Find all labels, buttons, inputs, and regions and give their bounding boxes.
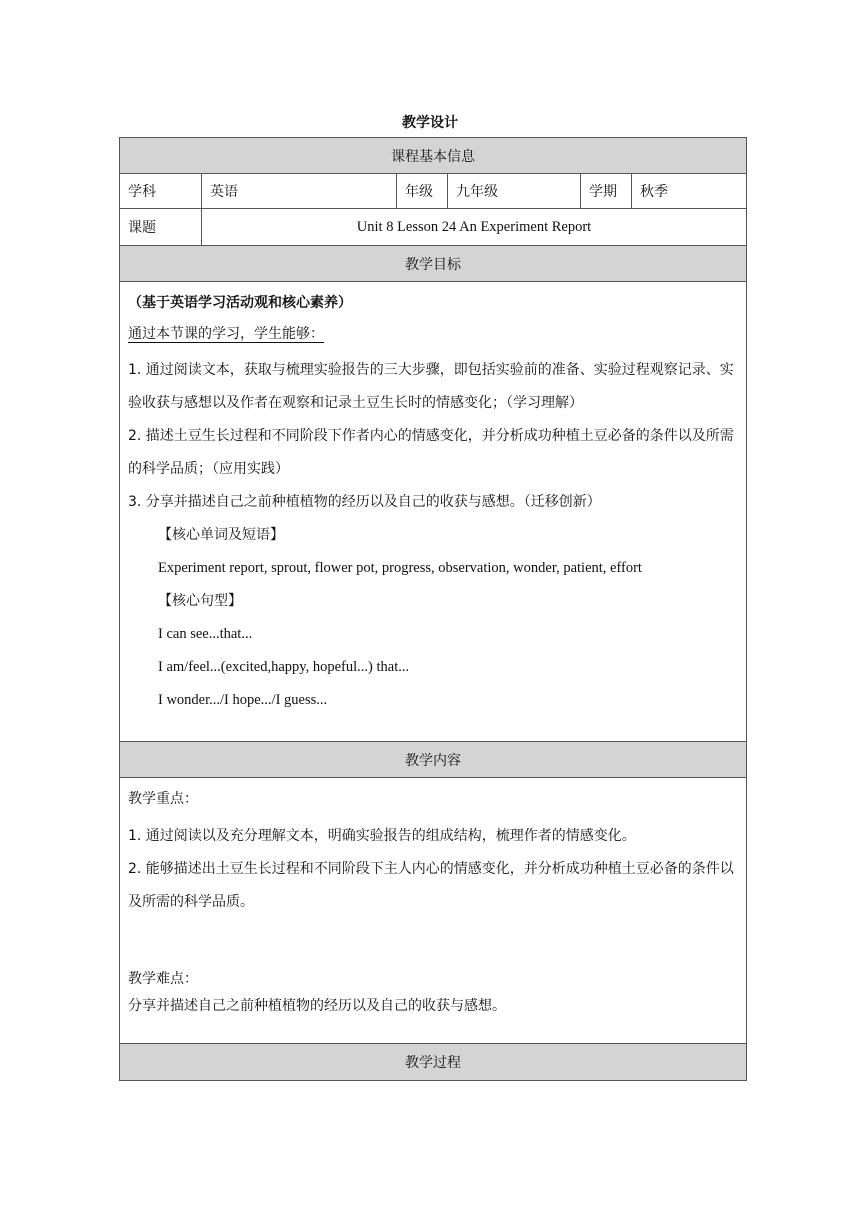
content-body [120, 778, 746, 1044]
topic-value: Unit 8 Lesson 24 An Experiment Report [356, 218, 592, 235]
sentence-pattern-2: I am/feel...(excited,happy, hopeful...) that... [158, 659, 410, 675]
objectives-body [120, 282, 746, 742]
subject-value: 英语 [202, 174, 397, 208]
objectives-intro: 通过本节课的学习，学生能够： [128, 326, 324, 342]
section-header-basic-info: 课程基本信息 [120, 138, 746, 174]
term-label: 学期 [581, 174, 632, 208]
key-point-2: 2. 能够描述出土豆生长过程和不同阶段下主人内心的情感变化，并分析成功种植土豆必备的条件以及所需的科学品质。 [128, 861, 734, 910]
term-value: 秋季 [640, 184, 668, 200]
objective-item-1: 1. 通过阅读文本，获取与梳理实验报告的三大步骤，即包括实验前的准备、实验过程观察记录、实验收获与感想以及作者在观察和记录土豆生长时的情感变化；（学习理解） [128, 362, 734, 411]
section-header-process: 教学过程 [120, 1044, 746, 1080]
objective-item-2: 2. 描述土豆生长过程和不同阶段下作者内心的情感变化，并分析成功种植土豆必备的条件以及所需的科学品质；（应用实践） [128, 428, 734, 477]
sentence-pattern-3: I wonder.../I hope.../I guess... [158, 692, 328, 708]
key-points-label: 教学重点： [128, 791, 198, 807]
vocab-label: 【核心单词及短语】 [158, 527, 284, 543]
lesson-plan-table [119, 137, 747, 1081]
sentence-label: 【核心句型】 [158, 593, 242, 609]
subject-label: 学科 [120, 174, 202, 208]
section-header-objectives: 教学目标 [120, 246, 746, 282]
section-header-content: 教学内容 [120, 742, 746, 778]
objectives-heading: （基于英语学习活动观和核心素养） [128, 295, 352, 311]
grade-label: 年级 [397, 174, 448, 208]
vocab-list: Experiment report, sprout, flower pot, progress, observation, wonder, patient, effort [158, 560, 642, 576]
difficult-point-1: 分享并描述自己之前种植植物的经历以及自己的收获与感想。 [128, 998, 506, 1014]
topic-label: 课题 [120, 209, 202, 245]
grade-value: 九年级 [448, 174, 581, 208]
info-row [120, 174, 746, 209]
key-point-1: 1. 通过阅读以及充分理解文本，明确实验报告的组成结构，梳理作者的情感变化。 [128, 828, 636, 844]
document-title: 教学设计 [402, 115, 458, 131]
objective-item-3: 3. 分享并描述自己之前种植植物的经历以及自己的收获与感想。（迁移创新） [128, 494, 601, 510]
difficult-points-label: 教学难点： [128, 971, 198, 987]
sentence-pattern-1: I can see...that... [158, 626, 253, 642]
topic-row [120, 209, 746, 246]
